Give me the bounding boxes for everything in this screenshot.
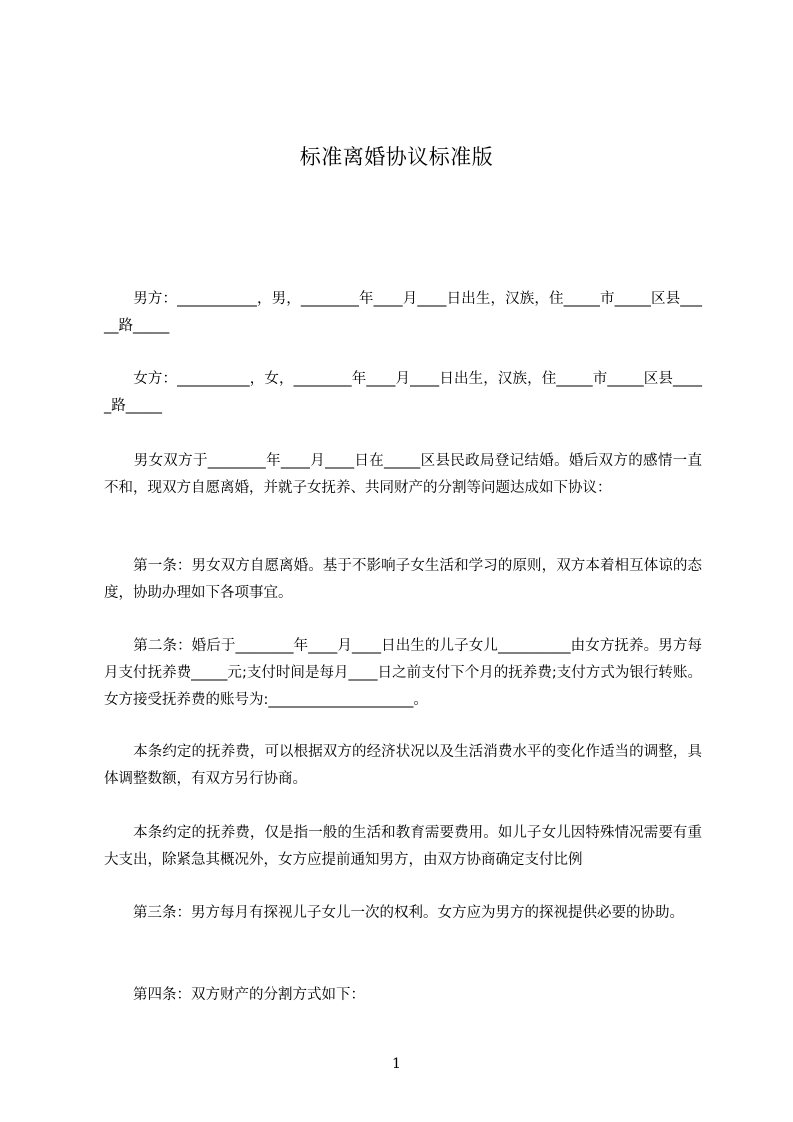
page-number: 1 (392, 1056, 401, 1072)
paragraph-support-adjustment: 本条约定的抚养费，可以根据双方的经济状况以及生活消费水平的变化作适当的调整，具体调整数额，有双方另行协商。 (104, 744, 702, 787)
paragraph-article-1: 第一条：男女双方自愿离婚。基于不影响子女生活和学习的原则，双方本着相互体谅的态度，协助办理如下各项事宜。 (104, 558, 702, 601)
paragraph-wife-info: 女方：__________，女，________年____月____日出生，汉族，住_____市_____区县_____路_____ (104, 371, 702, 414)
paragraph-support-scope: 本条约定的抚养费，仅是指一般的生活和教育需要费用。如儿子女儿因特殊情况需要有重大支出，除紧急其概况外，女方应提前通知男方，由双方协商确定支付比例 (104, 825, 702, 868)
paragraph-marriage-registration: 男女双方于________年____月____日在_____区县民政局登记结婚。婚后双方的感情一直不和，现双方自愿离婚，并就子女抚养、共同财产的分割等问题达成如下协议： (104, 453, 702, 496)
paragraph-article-2: 第二条：婚后于________年____月____日出生的儿子女儿__________由女方抚养。男方每月支付抚养费_____元;支付时间是每月____日之前支付下个月的抚养费;支付方式为银行转账。女方接受抚养费的账号为:____________________。 (104, 638, 702, 708)
document-title: 标准离婚协议标准版 (299, 145, 494, 169)
paragraph-article-3: 第三条：男方每月有探视儿子女儿一次的权利。女方应为男方的探视提供必要的协助。 (104, 905, 684, 921)
paragraph-article-4: 第四条：双方财产的分割方式如下： (104, 987, 365, 1003)
paragraph-husband-info: 男方：___________，男，________年____月____日出生，汉族，住_____市_____区县_____路_____ (104, 291, 702, 334)
